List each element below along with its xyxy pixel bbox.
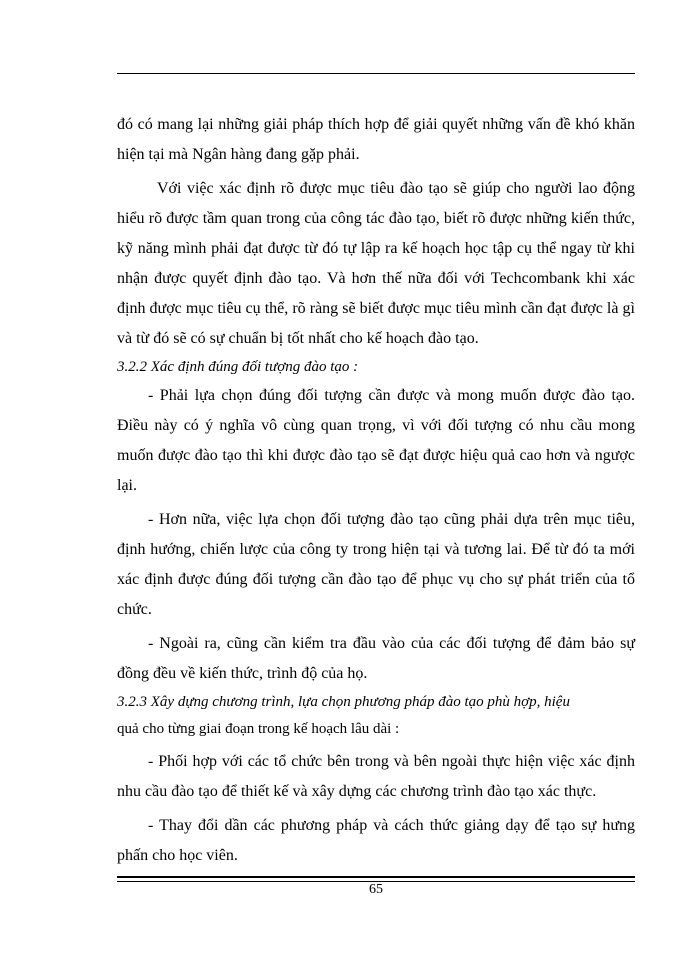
section-heading-3-2-2: 3.2.2 Xác định đúng đối tượng đào tạo :: [117, 359, 359, 375]
paragraph-objectives: Với việc xác định rõ được mục tiêu đào tạo sẽ giúp cho người lao động hiểu rõ được tầm quan trong của công tác đào tạo, biết rõ được những kiến thức, kỹ năng mình phải đạt được từ đó tự lập ra kế hoạch học tập cụ thể ngay từ khi nhận được quyết định đào tạo. Và hơn thế nữa đối với Techcombank khi xác định được mục tiêu cụ thể, rõ ràng sẽ biết được mục tiêu mình cần đạt được là gì và từ đó sẽ có sự chuẩn bị tốt nhất cho kế hoạch đào tạo.: [117, 180, 635, 347]
bullet-item: - Phối hợp với các tổ chức bên trong và bên ngoài thực hiện việc xác định nhu cầu đào tạo để thiết kế và xây dựng các chương trình đào tạo xác thực.: [117, 753, 635, 800]
page-number: 65: [369, 882, 383, 897]
header-rule: [117, 73, 635, 74]
bullet-item: - Thay đổi dần các phương pháp và cách thức giảng dạy để tạo sự hưng phấn cho học viên.: [117, 817, 635, 864]
paragraph-continued: đó có mang lại những giải pháp thích hợp để giải quyết những vấn đề khó khăn hiện tại mà Ngân hàng đang gặp phải.: [117, 116, 635, 163]
bullet-item: - Phải lựa chọn đúng đối tượng cần được và mong muốn được đào tạo. Điều này có ý nghĩa vô cùng quan trọng, vì với đối tượng có nhu cầu mong muốn được đào tạo thì khi được đào tạo sẽ đạt được hiệu quả cao hơn và ngược lại.: [117, 387, 635, 494]
page-body: [117, 110, 635, 871]
section-heading-3-2-3-italic: 3.2.3 Xây dựng chương trình, lựa chọn phương pháp đào tạo phù hợp, hiệu: [117, 694, 570, 710]
section-heading-3-2-3: [117, 689, 635, 743]
bullet-item: - Ngoài ra, cũng cần kiểm tra đầu vào của các đối tượng để đảm bảo sự đồng đều về kiến thức, trình độ của họ.: [117, 635, 635, 682]
bullet-item: - Hơn nữa, việc lựa chọn đối tượng đào tạo cũng phải dựa trên mục tiêu, định hướng, chiến lược của công ty trong hiện tại và tương lai. Để từ đó ta mới xác định được đúng đối tượng cần đào tạo để phục vụ cho sự phát triển của tổ chức.: [117, 511, 635, 618]
section-heading-3-2-3-plain: quả cho từng giai đoạn trong kế hoạch lâu dài :: [117, 721, 400, 737]
